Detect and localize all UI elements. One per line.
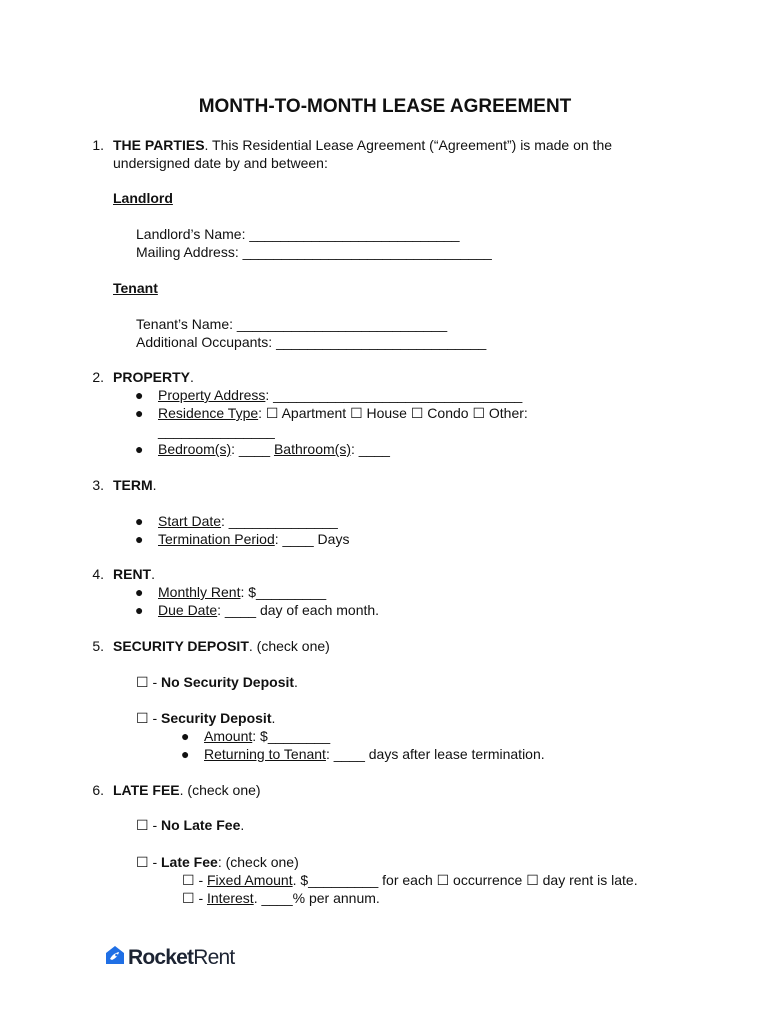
fixed-amount-checkbox[interactable]: ☐ - Fixed Amount. $_________ for each ☐ occurrence ☐ day rent is late. (182, 872, 638, 888)
interest-checkbox[interactable]: ☐ - Interest. ____% per annum. (182, 890, 380, 906)
residence-type-field[interactable]: ● Residence Type: ☐ Apartment ☐ House ☐ Condo ☐ Other: (135, 405, 528, 421)
section-3-heading: TERM. (113, 477, 157, 493)
section-2-heading: PROPERTY. (113, 369, 194, 385)
bedrooms-bathrooms-field[interactable]: ● Bedroom(s): ____ Bathroom(s): ____ (135, 441, 390, 457)
bullet-icon: ● (135, 387, 144, 403)
section-number: 4. (92, 566, 104, 582)
termination-period-field[interactable]: ● Termination Period: ____ Days (135, 531, 350, 547)
residence-type-other-blank[interactable]: _______________ (158, 423, 275, 439)
section-number: 2. (92, 369, 104, 385)
bullet-icon: ● (181, 728, 190, 744)
section-4-heading: RENT. (113, 566, 156, 582)
due-date-field[interactable]: ● Due Date: ____ day of each month. (135, 602, 380, 618)
bullet-icon: ● (135, 531, 144, 547)
section-number: 1. (92, 137, 104, 153)
bullet-icon: ● (135, 602, 144, 618)
section-heading: THE PARTIES (113, 137, 205, 153)
logo-text-rent: Rent (193, 946, 235, 970)
bullet-icon: ● (135, 584, 144, 600)
rocket-rent-logo-icon (104, 944, 126, 973)
additional-occupants-field[interactable]: Additional Occupants: ___________________________ (136, 334, 487, 350)
bullet-icon: ● (135, 405, 144, 421)
bullet-icon: ● (135, 513, 144, 529)
monthly-rent-field[interactable]: ● Monthly Rent: $_________ (135, 584, 327, 600)
landlord-address-field[interactable]: Mailing Address: ________________________________ (136, 244, 492, 260)
no-late-fee-checkbox[interactable]: ☐ - No Late Fee. (136, 817, 245, 833)
deposit-amount-field[interactable]: ● Amount: $________ (181, 728, 331, 744)
no-security-deposit-checkbox[interactable]: ☐ - No Security Deposit. (136, 674, 298, 690)
bullet-icon: ● (181, 746, 190, 762)
section-number: 3. (92, 477, 104, 493)
tenant-heading: Tenant (113, 280, 158, 296)
section-6-heading: LATE FEE. (check one) (113, 782, 261, 798)
logo-text-rocket: Rocket (128, 946, 194, 970)
security-deposit-checkbox[interactable]: ☐ - Security Deposit. (136, 710, 276, 726)
section-text: . This Residential Lease Agreement (“Agreement”) is made on the (204, 137, 613, 153)
section-number: 6. (92, 782, 104, 798)
bullet-icon: ● (135, 441, 144, 457)
rocket-rent-logo (104, 944, 234, 973)
section-number: 5. (92, 638, 104, 654)
section-1-text (113, 137, 612, 154)
late-fee-checkbox[interactable]: ☐ - Late Fee: (check one) (136, 854, 299, 870)
document-title: MONTH-TO-MONTH LEASE AGREEMENT (198, 96, 572, 117)
landlord-heading: Landlord (113, 190, 173, 206)
section-5-heading: SECURITY DEPOSIT. (check one) (113, 638, 330, 654)
returning-to-tenant-field[interactable]: ● Returning to Tenant: ____ days after lease termination. (181, 746, 545, 762)
tenant-name-field[interactable]: Tenant’s Name: ___________________________ (136, 316, 448, 332)
start-date-field[interactable]: ● Start Date: ______________ (135, 513, 338, 529)
landlord-name-field[interactable]: Landlord’s Name: ___________________________ (136, 226, 460, 242)
section-1-text-line2: undersigned date by and between: (113, 155, 328, 171)
property-address-field[interactable]: ● Property Address: ________________________________ (135, 387, 523, 403)
